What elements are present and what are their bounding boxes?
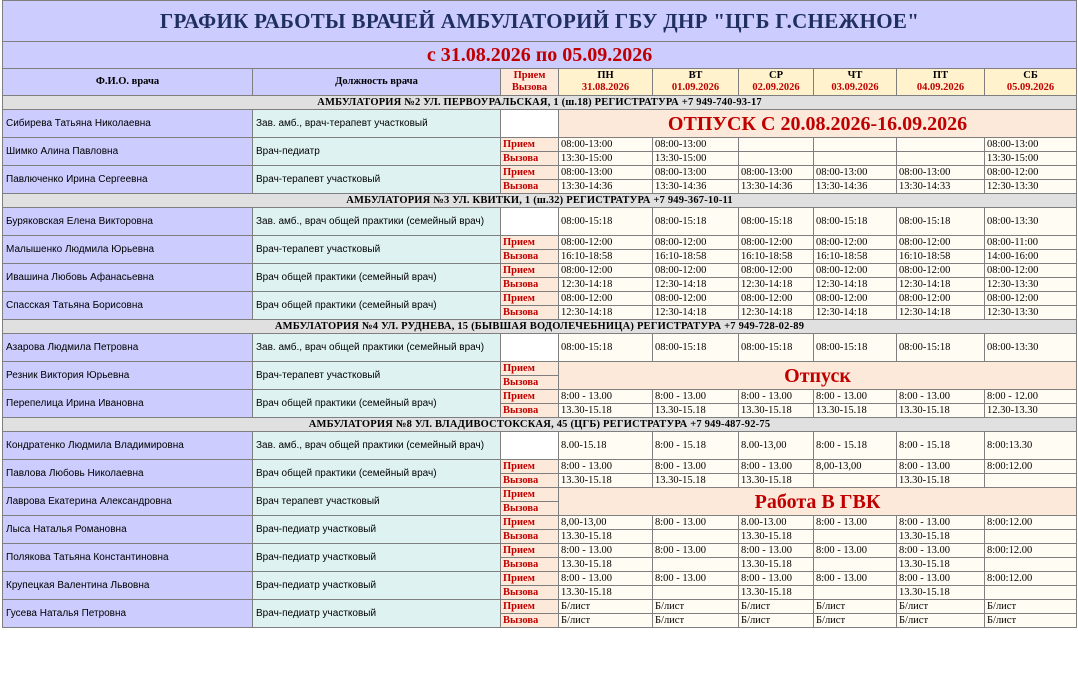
reception-time: 8:00:12.00 (985, 516, 1077, 530)
calls-time: 13:30-14:36 (814, 180, 897, 194)
section-title: АМБУЛАТОРИЯ №2 УЛ. ПЕРВОУРАЛЬСКАЯ, 1 (ш.18) РЕГИСТРАТУРА +7 949-740-93-17 (3, 96, 1077, 110)
calls-time: 13.30-15.18 (739, 558, 814, 572)
doctor-row (3, 264, 1077, 278)
column-header-day: СР 02.09.2026 (739, 69, 814, 96)
doctor-position: Зав. амб., врач-терапевт участковый (253, 110, 501, 138)
doctor-row (3, 460, 1077, 474)
calls-time: 13.30-15.18 (739, 474, 814, 488)
reception-time: Б/лист (653, 600, 739, 614)
calls-time: 13.30-15.18 (897, 558, 985, 572)
section-title: АМБУЛАТОРИЯ №4 УЛ. РУДНЕВА, 15 (БЫВШАЯ ВОДОЛЕЧЕБНИЦА) РЕГИСТРАТУРА +7 949-728-02-89 (3, 320, 1077, 334)
reception-time: 08:00-13:00 (739, 166, 814, 180)
mode-reception-label: Прием (501, 138, 559, 152)
doctor-name: Павлюченко Ирина Сергеевна (3, 166, 253, 194)
reception-time: 08:00-12:00 (739, 236, 814, 250)
calls-time: 13.30-15.18 (897, 474, 985, 488)
column-header-day: СБ 05.09.2026 (985, 69, 1077, 96)
reception-time: 8:00 - 13.00 (559, 390, 653, 404)
doctor-name: Перепелица Ирина Ивановна (3, 390, 253, 418)
reception-time: 08:00-13:00 (653, 138, 739, 152)
doctor-row (3, 488, 1077, 502)
doctor-name: Сибирева Татьяна Николаевна (3, 110, 253, 138)
reception-time: Б/лист (985, 600, 1077, 614)
reception-time: 8:00 - 13.00 (814, 544, 897, 558)
mode-calls-label: Вызова (501, 152, 559, 166)
reception-time: 8:00 - 13.00 (897, 460, 985, 474)
mode-calls-label: Вызова (501, 404, 559, 418)
calls-time: 12:30-14:18 (814, 278, 897, 292)
header-mode-calls: Вызова (511, 82, 548, 93)
work-time: 08:00-15:18 (653, 208, 739, 236)
reception-time: 8:00 - 13.00 (739, 544, 814, 558)
mode-calls-label: Вызова (501, 558, 559, 572)
work-time: 8.00-13,00 (739, 432, 814, 460)
reception-time: 08:00-12:00 (897, 292, 985, 306)
doctor-name: Лаврова Екатерина Александровна (3, 488, 253, 516)
work-time: 8:00 - 15.18 (814, 432, 897, 460)
calls-time: 13.30-15.18 (897, 530, 985, 544)
mode-calls-label: Вызова (501, 180, 559, 194)
doctor-position: Врач-педиатр участковый (253, 544, 501, 572)
work-time: 08:00-15:18 (739, 208, 814, 236)
calls-time: 12:30-14:18 (897, 306, 985, 320)
reception-time: 8:00:12.00 (985, 544, 1077, 558)
reception-time: 08:00-12:00 (559, 292, 653, 306)
reception-time: 08:00-13:00 (985, 138, 1077, 152)
mode-reception-label: Прием (501, 488, 559, 502)
work-time: 08:00-15:18 (739, 334, 814, 362)
reception-time: 8,00-13,00 (559, 516, 653, 530)
reception-time: 08:00-12:00 (814, 264, 897, 278)
doctor-position: Врач-педиатр (253, 138, 501, 166)
reception-time: 08:00-12:00 (897, 264, 985, 278)
work-time: 08:00-13:30 (985, 208, 1077, 236)
reception-time: 8:00 - 13.00 (559, 572, 653, 586)
mode-calls-label: Вызова (501, 250, 559, 264)
reception-time (814, 138, 897, 152)
mode-calls-label: Вызова (501, 376, 559, 390)
calls-time: 12:30-14:18 (653, 278, 739, 292)
doctor-position: Врач общей практики (семейный врач) (253, 460, 501, 488)
calls-time: Б/лист (897, 614, 985, 628)
doctor-position: Зав. амб., врач общей практики (семейный врач) (253, 334, 501, 362)
reception-time: 08:00-12:00 (653, 292, 739, 306)
reception-time: 8:00 - 13.00 (897, 516, 985, 530)
reception-time: 08:00-12:00 (653, 236, 739, 250)
column-header-day: ПН 31.08.2026 (559, 69, 653, 96)
mode-reception-label: Прием (501, 600, 559, 614)
section-title: АМБУЛАТОРИЯ №8 УЛ. ВЛАДИВОСТОКСКАЯ, 45 (ЦГБ) РЕГИСТРАТУРА +7 949-487-92-75 (3, 418, 1077, 432)
work-time: 08:00-15:18 (814, 334, 897, 362)
doctor-position: Врач общей практики (семейный врач) (253, 390, 501, 418)
calls-time: 12:30-14:18 (739, 306, 814, 320)
calls-time (985, 530, 1077, 544)
reception-time: 08:00-13:00 (559, 138, 653, 152)
reception-time: 08:00-11:00 (985, 236, 1077, 250)
doctor-row (3, 362, 1077, 376)
reception-time: 08:00-12:00 (653, 264, 739, 278)
reception-time: 08:00-13:00 (897, 166, 985, 180)
calls-time (653, 558, 739, 572)
reception-time: 8.00-13.00 (739, 516, 814, 530)
reception-time: 08:00-12:00 (814, 236, 897, 250)
reception-time: 8:00:12.00 (985, 572, 1077, 586)
reception-time: Б/лист (814, 600, 897, 614)
reception-time: 08:00-12:00 (985, 166, 1077, 180)
status-banner: ОТПУСК С 20.08.2026-16.09.2026 (559, 110, 1077, 138)
calls-time: 16:10-18:58 (653, 250, 739, 264)
calls-time: 14:00-16:00 (985, 250, 1077, 264)
reception-time: 8:00 - 13.00 (814, 516, 897, 530)
reception-time: 8:00 - 13.00 (814, 572, 897, 586)
calls-time: 13.30-15.18 (814, 404, 897, 418)
reception-time: 8,00-13,00 (814, 460, 897, 474)
doctor-position: Врач-терапевт участковый (253, 166, 501, 194)
doctor-row (3, 292, 1077, 306)
doctor-position: Врач-педиатр участковый (253, 572, 501, 600)
calls-time: 12:30-14:18 (897, 278, 985, 292)
calls-time: 13:30-14:33 (897, 180, 985, 194)
reception-time: 8:00 - 13.00 (897, 572, 985, 586)
doctor-position: Врач-терапевт участковый (253, 236, 501, 264)
reception-time: 08:00-13:00 (559, 166, 653, 180)
mode-calls-label: Вызова (501, 306, 559, 320)
work-time: 08:00-15:18 (653, 334, 739, 362)
calls-time: 13:30-14:36 (559, 180, 653, 194)
doctor-row (3, 544, 1077, 558)
calls-time: 13.30-15.18 (739, 530, 814, 544)
work-time: 08:00-15:18 (559, 208, 653, 236)
calls-time: 13:30-15:00 (559, 152, 653, 166)
reception-time: 8:00 - 13.00 (653, 544, 739, 558)
calls-time (653, 530, 739, 544)
mode-reception-label: Прием (501, 292, 559, 306)
status-banner: Отпуск (559, 362, 1077, 390)
reception-time: 08:00-13:00 (653, 166, 739, 180)
calls-time (985, 586, 1077, 600)
calls-time: 13:30-15:00 (985, 152, 1077, 166)
mode-reception-label: Прием (501, 264, 559, 278)
page-title: ГРАФИК РАБОТЫ ВРАЧЕЙ АМБУЛАТОРИЙ ГБУ ДНР "ЦГБ Г.СНЕЖНОЕ" (3, 1, 1077, 42)
doctor-row (3, 600, 1077, 614)
calls-time: 13.30-15.18 (897, 404, 985, 418)
mode-empty (501, 334, 559, 362)
mode-empty (501, 110, 559, 138)
calls-time: 13.30-15.18 (897, 586, 985, 600)
column-header-mode (501, 69, 559, 96)
mode-calls-label: Вызова (501, 586, 559, 600)
reception-time: 08:00-13:00 (814, 166, 897, 180)
column-header-row (3, 69, 1077, 96)
reception-time: 08:00-12:00 (739, 264, 814, 278)
calls-time: 12:30-14:18 (559, 278, 653, 292)
doctor-name: Ивашина Любовь Афанасьевна (3, 264, 253, 292)
calls-time (897, 152, 985, 166)
calls-time (814, 530, 897, 544)
calls-time: 12:30-13:30 (985, 306, 1077, 320)
column-header-day: ЧТ 03.09.2026 (814, 69, 897, 96)
schedule-table (2, 0, 1077, 628)
header-mode-reception: Прием (513, 70, 546, 81)
section-title: АМБУЛАТОРИЯ №3 УЛ. КВИТКИ, 1 (ш.32) РЕГИСТРАТУРА +7 949-367-10-11 (3, 194, 1077, 208)
doctor-row (3, 208, 1077, 236)
calls-time: 12:30-14:18 (653, 306, 739, 320)
reception-time (897, 138, 985, 152)
mode-calls-label: Вызова (501, 614, 559, 628)
work-time: 8:00 - 15.18 (897, 432, 985, 460)
doctor-name: Павлова Любовь Николаевна (3, 460, 253, 488)
mode-reception-label: Прием (501, 572, 559, 586)
calls-time (814, 474, 897, 488)
reception-time: Б/лист (739, 600, 814, 614)
work-time: 08:00-15:18 (897, 334, 985, 362)
calls-time (814, 558, 897, 572)
work-time: 8:00:13.30 (985, 432, 1077, 460)
calls-time: 16:10-18:58 (814, 250, 897, 264)
column-header-position: Должность врача (253, 69, 501, 96)
calls-time: 12:30-13:30 (985, 180, 1077, 194)
work-time: 08:00-15:18 (814, 208, 897, 236)
doctor-name: Спасская Татьяна Борисовна (3, 292, 253, 320)
mode-calls-label: Вызова (501, 502, 559, 516)
calls-time: 13.30-15.18 (559, 586, 653, 600)
doctor-name: Лыса Наталья Романовна (3, 516, 253, 544)
section-header-row (3, 418, 1077, 432)
doctor-name: Шимко Алина Павловна (3, 138, 253, 166)
column-header-day: ПТ 04.09.2026 (897, 69, 985, 96)
section-header-row (3, 320, 1077, 334)
calls-time: 13.30-15.18 (559, 474, 653, 488)
reception-time: 8:00:12.00 (985, 460, 1077, 474)
section-header-row (3, 194, 1077, 208)
doctor-position: Врач терапевт участковый (253, 488, 501, 516)
calls-time (814, 586, 897, 600)
doctor-position: Врач общей практики (семейный врач) (253, 292, 501, 320)
calls-time: 12:30-13:30 (985, 278, 1077, 292)
work-time: 8.00-15.18 (559, 432, 653, 460)
mode-reception-label: Прием (501, 516, 559, 530)
reception-time: 08:00-12:00 (814, 292, 897, 306)
calls-time: 13.30-15.18 (559, 404, 653, 418)
calls-time: 13.30-15.18 (739, 404, 814, 418)
doctor-position: Зав. амб., врач общей практики (семейный врач) (253, 432, 501, 460)
calls-time: 12:30-14:18 (739, 278, 814, 292)
work-time: 08:00-15:18 (559, 334, 653, 362)
status-banner: Работа В ГВК (559, 488, 1077, 516)
mode-calls-label: Вызова (501, 530, 559, 544)
doctor-name: Гусева Наталья Петровна (3, 600, 253, 628)
doctor-name: Крупецкая Валентина Львовна (3, 572, 253, 600)
mode-reception-label: Прием (501, 236, 559, 250)
reception-time: 8:00 - 13.00 (814, 390, 897, 404)
calls-time (985, 474, 1077, 488)
reception-time (739, 138, 814, 152)
column-header-name: Ф.И.О. врача (3, 69, 253, 96)
calls-time: Б/лист (653, 614, 739, 628)
reception-time: 08:00-12:00 (559, 236, 653, 250)
calls-time: 13:30-14:36 (653, 180, 739, 194)
calls-time (985, 558, 1077, 572)
doctor-position: Врач общей практики (семейный врач) (253, 264, 501, 292)
calls-time: 16:10-18:58 (559, 250, 653, 264)
calls-time: Б/лист (985, 614, 1077, 628)
doctor-row (3, 236, 1077, 250)
calls-time: 16:10-18:58 (739, 250, 814, 264)
doctor-row (3, 572, 1077, 586)
calls-time: Б/лист (739, 614, 814, 628)
doctor-row (3, 334, 1077, 362)
column-header-day: ВТ 01.09.2026 (653, 69, 739, 96)
doctor-position: Врач-терапевт участковый (253, 362, 501, 390)
doctor-position: Врач-педиатр участковый (253, 600, 501, 628)
doctor-position: Врач-педиатр участковый (253, 516, 501, 544)
reception-time: 8:00 - 13.00 (897, 390, 985, 404)
mode-reception-label: Прием (501, 544, 559, 558)
calls-time: Б/лист (559, 614, 653, 628)
doctor-row (3, 516, 1077, 530)
reception-time: 8:00 - 12.00 (985, 390, 1077, 404)
calls-time: 13.30-15.18 (653, 474, 739, 488)
doctor-name: Кондратенко Людмила Владимировна (3, 432, 253, 460)
mode-calls-label: Вызова (501, 278, 559, 292)
mode-reception-label: Прием (501, 166, 559, 180)
reception-time: 8:00 - 13.00 (653, 572, 739, 586)
work-time: 8:00 - 15.18 (653, 432, 739, 460)
doctor-row (3, 166, 1077, 180)
reception-time: 08:00-12:00 (559, 264, 653, 278)
reception-time: 8:00 - 13.00 (739, 390, 814, 404)
reception-time: 8:00 - 13.00 (739, 572, 814, 586)
doctor-row (3, 138, 1077, 152)
calls-time (653, 586, 739, 600)
doctor-row (3, 390, 1077, 404)
doctor-name: Малышенко Людмила Юрьевна (3, 236, 253, 264)
calls-time: Б/лист (814, 614, 897, 628)
calls-time: 13:30-15:00 (653, 152, 739, 166)
doctor-name: Буряковская Елена Викторовна (3, 208, 253, 236)
reception-time: 08:00-12:00 (985, 264, 1077, 278)
calls-time: 16:10-18:58 (897, 250, 985, 264)
doctor-row (3, 432, 1077, 460)
reception-time: 8:00 - 13.00 (559, 544, 653, 558)
reception-time: 8:00 - 13.00 (653, 516, 739, 530)
mode-empty (501, 432, 559, 460)
calls-time: 13.30-15.18 (653, 404, 739, 418)
work-time: 08:00-15:18 (897, 208, 985, 236)
reception-time: 08:00-12:00 (739, 292, 814, 306)
reception-time: 08:00-12:00 (985, 292, 1077, 306)
reception-time: 8:00 - 13.00 (559, 460, 653, 474)
mode-reception-label: Прием (501, 460, 559, 474)
calls-time: 12.30-13.30 (985, 404, 1077, 418)
calls-time: 13.30-15.18 (559, 530, 653, 544)
reception-time: 08:00-12:00 (897, 236, 985, 250)
mode-reception-label: Прием (501, 390, 559, 404)
mode-empty (501, 208, 559, 236)
reception-time: 8:00 - 13.00 (897, 544, 985, 558)
doctor-name: Азарова Людмила Петровна (3, 334, 253, 362)
doctor-name: Полякова Татьяна Константиновна (3, 544, 253, 572)
reception-time: 8:00 - 13.00 (653, 460, 739, 474)
calls-time (739, 152, 814, 166)
calls-time: 12:30-14:18 (814, 306, 897, 320)
section-header-row (3, 96, 1077, 110)
doctor-position: Зав. амб., врач общей практики (семейный врач) (253, 208, 501, 236)
reception-time: 8:00 - 13.00 (739, 460, 814, 474)
reception-time: 8:00 - 13.00 (653, 390, 739, 404)
calls-time (814, 152, 897, 166)
reception-time: Б/лист (897, 600, 985, 614)
schedule-period: с 31.08.2026 по 05.09.2026 (3, 42, 1077, 69)
doctor-row (3, 110, 1077, 138)
calls-time: 13.30-15.18 (739, 586, 814, 600)
calls-time: 13:30-14:36 (739, 180, 814, 194)
work-time: 08:00-13:30 (985, 334, 1077, 362)
mode-reception-label: Прием (501, 362, 559, 376)
calls-time: 13.30-15.18 (559, 558, 653, 572)
doctor-name: Резник Виктория Юрьевна (3, 362, 253, 390)
mode-calls-label: Вызова (501, 474, 559, 488)
calls-time: 12:30-14:18 (559, 306, 653, 320)
reception-time: Б/лист (559, 600, 653, 614)
